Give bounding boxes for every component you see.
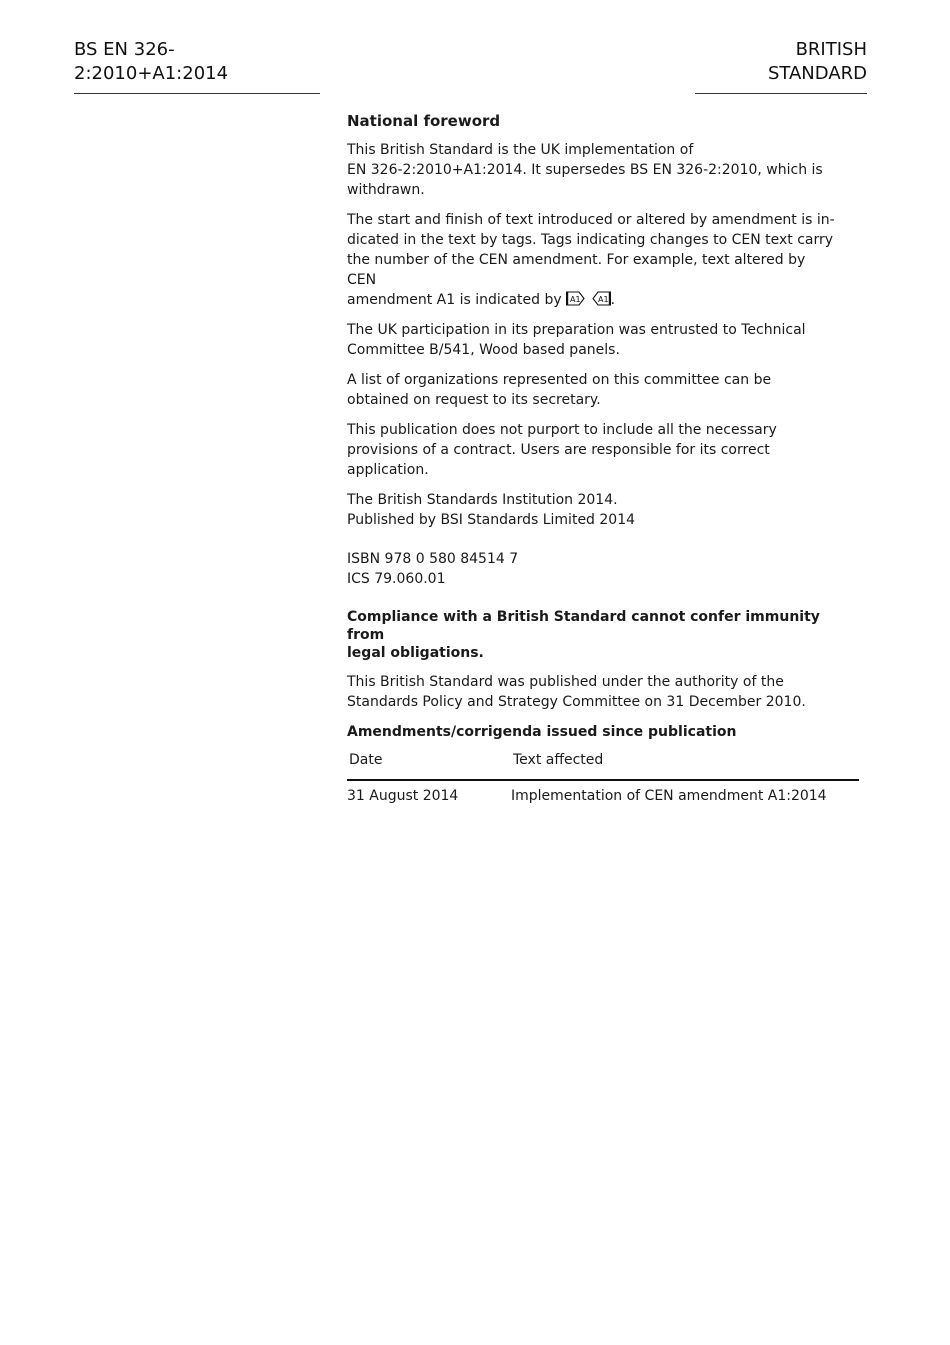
- paragraph-contract: This publication does not purport to include all the necessary provisions of a contract. Users are responsible for its correct application.: [347, 422, 777, 478]
- paragraph-committee: The UK participation in its preparation was entrusted to Technical Committee B/541, Wood based panels.: [347, 322, 806, 358]
- paragraph-implementation: This British Standard is the UK implementation of EN 326-2:2010+A1:2014. It supersedes BS EN 326-2:2010, which is withdrawn.: [347, 142, 823, 198]
- paragraph-authority: This British Standard was published under the authority of the Standards Policy and Strategy Committee on 31 December 2010.: [347, 674, 806, 710]
- svg-text:A1: A1: [570, 295, 581, 304]
- paragraph-copyright: The British Standards Institution 2014. Published by BSI Standards Limited 2014: [347, 492, 636, 528]
- amendments-heading: Amendments/corrigenda issued since publication: [347, 724, 737, 740]
- column-header-text-affected: Text affected: [511, 746, 859, 780]
- compliance-statement: Compliance with a British Standard cannot confer immunity from legal obligations.: [347, 609, 820, 661]
- amendment-end-tag-icon: [591, 291, 611, 306]
- ics-code: ICS 79.060.01: [347, 571, 446, 587]
- national-foreword-section: [347, 110, 837, 806]
- amendment-start-tag-icon: [566, 291, 586, 306]
- table-row: [347, 780, 859, 806]
- column-header-date: Date: [347, 746, 511, 780]
- svg-text:A1: A1: [597, 295, 609, 304]
- header-designation: BS EN 326-2:2010+A1:2014: [74, 38, 320, 94]
- amendment-date: 31 August 2014: [347, 788, 459, 804]
- isbn: ISBN 978 0 580 84514 7: [347, 551, 519, 567]
- paragraph-isbn-ics: [347, 549, 837, 589]
- amendment-text-affected: Implementation of CEN amendment A1:2014: [511, 788, 827, 804]
- section-heading: National foreword: [347, 112, 501, 130]
- table-header-row: [347, 746, 859, 780]
- amendments-table: [347, 746, 859, 806]
- paragraph-amendment-tags: The start and finish of text introduced or altered by amendment is in- dicated in the text by tags. Tags indicating changes to CEN text carry the number of the CEN amendment. For example, text altered by CEN amendment A1 is indicated by A1 A1 .: [347, 212, 835, 308]
- header-label: BRITISH STANDARD: [695, 38, 867, 94]
- paragraph-organizations: A list of organizations represented on this committee can be obtained on request to its secretary.: [347, 372, 772, 408]
